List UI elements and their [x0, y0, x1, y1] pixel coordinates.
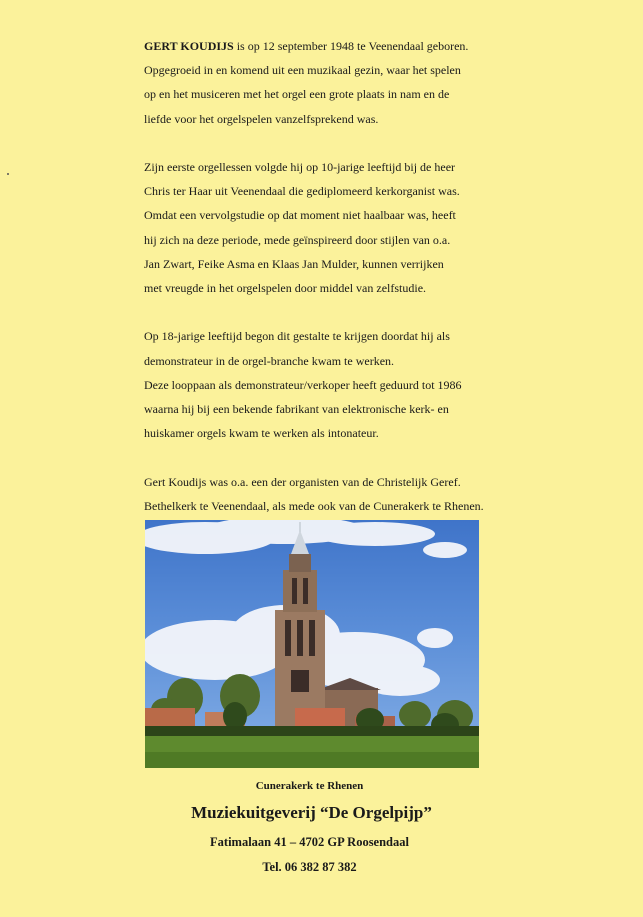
bio-line-text: Gert Koudijs was o.a. een der organisten van de Christelijk Geref. [144, 474, 461, 489]
person-name: GERT KOUDIJS [144, 39, 234, 53]
publisher-name: Muziekuitgeverij “De Orgelpijp” [191, 803, 432, 822]
bio-paragraph [144, 470, 524, 518]
bio-line-text: Bethelkerk te Veenendaal, als mede ook van de Cunerakerk te Rhenen. [144, 498, 484, 513]
bio-line-text: is op 12 september 1948 te Veenendaal geboren. [233, 39, 469, 53]
photo-caption: Cunerakerk te Rhenen [255, 780, 364, 792]
bio-line [144, 373, 524, 397]
bio-line-text: liefde voor het orgelspelen vanzelfsprekend was. [144, 111, 379, 126]
bio-line [144, 397, 524, 421]
bio-line-text: Chris ter Haar uit Veenendaal die gediplomeerd kerkorganist was. [144, 184, 460, 199]
bio-line [144, 155, 524, 179]
bio-line [144, 58, 524, 82]
bio-line [144, 252, 524, 276]
scan-speck [7, 173, 9, 175]
church-tower-photo [145, 520, 479, 768]
bio-line [144, 179, 524, 203]
bio-line-text: Op 18-jarige leeftijd begon dit gestalte te krijgen doordat hij als [144, 329, 450, 344]
bio-line [144, 107, 524, 131]
bio-line [144, 324, 524, 348]
bio-line-text: hij zich na deze periode, mede geïnspireerd door stijlen van o.a. [144, 232, 451, 247]
bio-line-text: huiskamer orgels kwam te werken als intonateur. [144, 426, 379, 441]
bio-line [144, 349, 524, 373]
bio-line [144, 421, 524, 445]
bio-line [144, 34, 524, 58]
bio-line-text: Omdat een vervolgstudie op dat moment niet haalbaar was, heeft [144, 208, 456, 223]
bio-line-text: Zijn eerste orgellessen volgde hij op 10-jarige leeftijd bij de heer [144, 160, 456, 174]
bio-line-text: demonstrateur in de orgel-branche kwam te werken. [144, 353, 395, 368]
bio-paragraph [144, 155, 524, 300]
publisher-phone: Tel. 06 382 87 382 [262, 860, 357, 874]
bio-line [144, 228, 524, 252]
bio-line-text: op en het musiceren met het orgel een grote plaats in nam en de [144, 87, 450, 102]
bio-line-text: Jan Zwart, Feike Asma en Klaas Jan Mulder, kunnen verrijken [144, 256, 444, 271]
biography-text [144, 34, 524, 542]
bio-paragraph [144, 34, 524, 131]
bio-line-text: met vreugde in het orgelspelen door middel van zelfstudie. [144, 281, 427, 296]
bio-line [144, 470, 524, 494]
bio-line [144, 82, 524, 106]
bio-line [144, 203, 524, 227]
bio-line-text: Deze looppaan als demonstrateur/verkoper heeft geduurd tot 1986 [144, 377, 462, 392]
cunerakerk-illustration [145, 520, 479, 768]
bio-paragraph [144, 324, 524, 445]
publisher-address: Fatimalaan 41 – 4702 GP Roosendaal [210, 835, 409, 849]
bio-line [144, 494, 524, 518]
bio-line [144, 276, 524, 300]
bio-line-text: waarna hij bij een bekende fabrikant van elektronische kerk- en [144, 402, 449, 417]
bio-line-text: Opgegroeid in en komend uit een muzikaal gezin, waar het spelen [144, 63, 461, 78]
